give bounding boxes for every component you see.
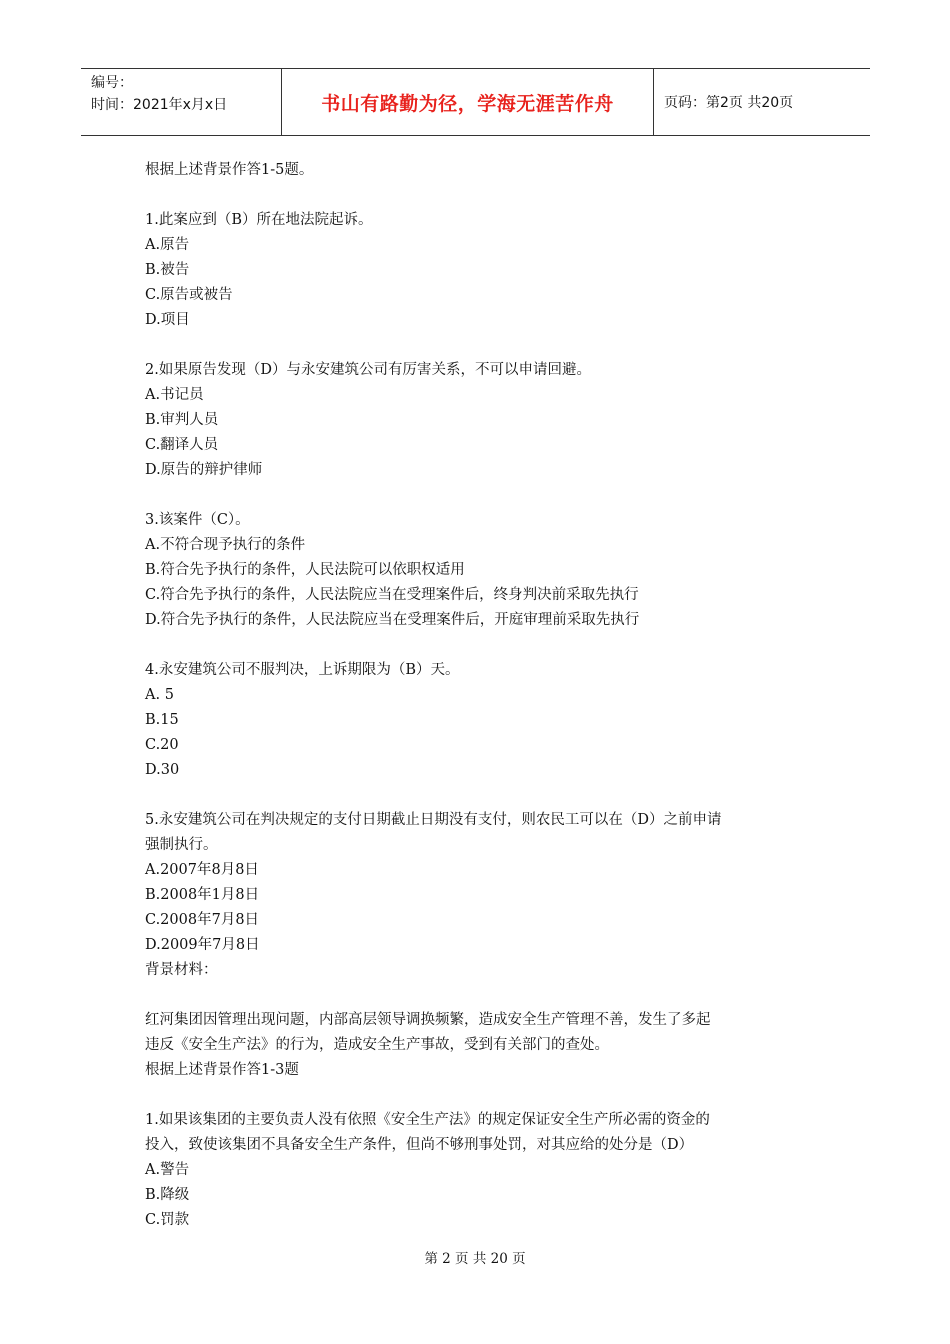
document-time-label: 时间：2021年x月x日 <box>91 97 228 113</box>
blank-line <box>145 983 820 1008</box>
text-line: 5.永安建筑公司在判决规定的支付日期截止日期没有支付，则农民工可以在（D）之前申请 <box>145 812 722 828</box>
text-line: 投入，致使该集团不具备安全生产条件，但尚不够刑事处罚，对其应给的处分是（D） <box>145 1137 694 1153</box>
text-line: B.15 <box>145 712 179 728</box>
header-meta <box>81 69 282 135</box>
text-line: B.降级 <box>145 1187 190 1203</box>
text-line: 强制执行。 <box>145 837 218 853</box>
blank-line <box>145 183 820 208</box>
text-line: 1.如果该集团的主要负责人没有依照《安全生产法》的规定保证安全生产所必需的资金的 <box>145 1112 710 1128</box>
text-line: 根据上述背景作答1-5题。 <box>145 162 314 178</box>
text-line: 根据上述背景作答1-3题 <box>145 1062 299 1078</box>
blank-line <box>145 1083 820 1108</box>
header-page-cell <box>654 69 870 135</box>
text-line: C.2008年7月8日 <box>145 912 260 928</box>
page-header <box>81 68 870 136</box>
text-line: 3.该案件（C）。 <box>145 512 250 528</box>
text-line: 红河集团因管理出现问题，内部高层领导调换频繁，造成安全生产管理不善，发生了多起 <box>145 1012 711 1028</box>
text-line: D.项目 <box>145 312 190 328</box>
text-line: C.罚款 <box>145 1212 190 1228</box>
blank-line <box>145 783 820 808</box>
text-line: D.符合先予执行的条件，人民法院应当在受理案件后，开庭审理前采取先执行 <box>145 612 640 628</box>
text-line: 背景材料： <box>145 962 218 978</box>
text-line: D.原告的辩护律师 <box>145 462 263 478</box>
text-line: 1.此案应到（B）所在地法院起诉。 <box>145 212 373 228</box>
text-line: B.审判人员 <box>145 412 219 428</box>
document-body <box>145 158 820 1233</box>
header-page-number: 页码：第2页 共20页 <box>664 95 794 111</box>
page-footer: 第 2 页 共 20 页 <box>424 1251 526 1267</box>
blank-line <box>145 333 820 358</box>
text-line: A.不符合现予执行的条件 <box>145 537 306 553</box>
text-line: C.20 <box>145 737 179 753</box>
document-number-label: 编号： <box>91 75 133 91</box>
header-motto-cell <box>282 69 654 135</box>
text-line: D.30 <box>145 762 180 778</box>
text-line: C.原告或被告 <box>145 287 233 303</box>
text-line: 4.永安建筑公司不服判决，上诉期限为（B）天。 <box>145 662 460 678</box>
text-line: 2.如果原告发现（D）与永安建筑公司有厉害关系，不可以申请回避。 <box>145 362 591 378</box>
text-line: B.符合先予执行的条件，人民法院可以依职权适用 <box>145 562 465 578</box>
text-line: C.符合先予执行的条件，人民法院应当在受理案件后，终身判决前采取先执行 <box>145 587 639 603</box>
blank-line <box>145 633 820 658</box>
text-line: B.被告 <box>145 262 190 278</box>
blank-line <box>145 483 820 508</box>
text-line: D.2009年7月8日 <box>145 937 260 953</box>
text-line: B.2008年1月8日 <box>145 887 260 903</box>
header-motto: 书山有路勤为径，学海无涯苦作舟 <box>321 92 614 115</box>
text-line: A.原告 <box>145 237 190 253</box>
text-line: C.翻译人员 <box>145 437 219 453</box>
text-line: A.书记员 <box>145 387 204 403</box>
text-line: 违反《安全生产法》的行为，造成安全生产事故，受到有关部门的查处。 <box>145 1037 609 1053</box>
text-line: A. 5 <box>145 687 174 703</box>
text-line: A.2007年8月8日 <box>145 862 259 878</box>
text-line: A.警告 <box>145 1162 190 1178</box>
